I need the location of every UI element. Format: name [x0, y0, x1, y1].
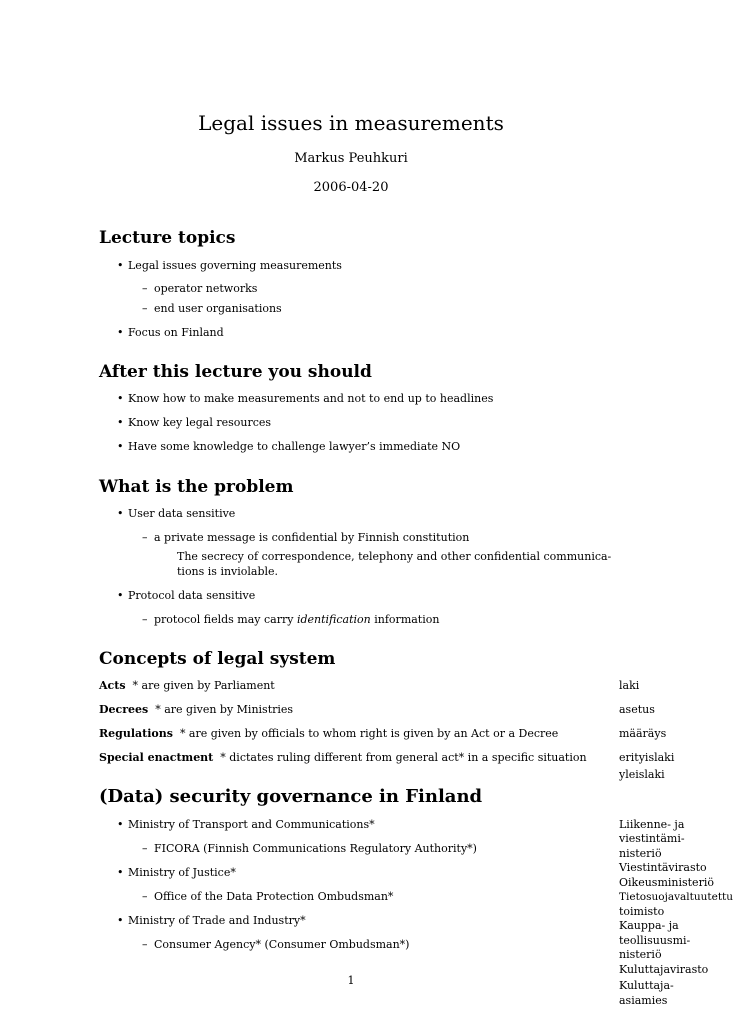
sub-item: – Office of the Data Protection Ombudsman*: [154, 890, 393, 904]
sub-item: – a private message is confidential by Finnish constitution: [154, 531, 469, 545]
margin-note: Kuluttaja-: [619, 979, 674, 992]
bullet-item: • Legal issues governing measurements: [128, 259, 342, 273]
bullet-item: • Have some knowledge to challenge lawyer’s immediate NO: [128, 440, 460, 454]
bullet-item: • Ministry of Justice*: [128, 866, 236, 880]
margin-note: Kuluttajavirasto: [619, 963, 709, 976]
finnish-term: laki: [619, 679, 640, 692]
bullet-item: • Know how to make measurements and not to end up to headlines: [128, 392, 493, 406]
definition-special-enactment: Special enactment * dictates ruling different from general act* in a specific situation: [99, 751, 587, 764]
sub-item: – FICORA (Finnish Communications Regulatory Authority*): [154, 842, 477, 856]
bullet-item: • Ministry of Trade and Industry*: [128, 914, 306, 928]
section-heading-lecture-topics: Lecture topics: [99, 228, 236, 248]
margin-note: toimisto: [619, 905, 665, 918]
sub-item: – end user organisations: [154, 302, 282, 316]
section-heading-governance: (Data) security governance in Finland: [99, 786, 483, 807]
definition-decrees: Decrees * are given by Ministries: [99, 703, 294, 716]
bullet-item: • User data sensitive: [128, 507, 235, 521]
bullet-item: • Focus on Finland: [128, 326, 224, 340]
margin-note: Liikenne- ja: [619, 818, 685, 831]
margin-note: asiamies: [619, 994, 668, 1007]
section-heading-concepts: Concepts of legal system: [99, 649, 336, 669]
emphasis-text: identification: [296, 613, 371, 626]
bullet-item: • Protocol data sensitive: [128, 589, 255, 603]
section-heading-after-lecture: After this lecture you should: [99, 362, 372, 382]
date: 2006-04-20: [313, 180, 389, 195]
section-heading-problem: What is the problem: [99, 477, 294, 497]
page-number: 1: [347, 974, 355, 987]
author: Markus Peuhkuri: [294, 151, 408, 166]
finnish-term: asetus: [619, 703, 655, 716]
margin-note: Oikeusministeriö: [619, 876, 714, 889]
quote-line: The secrecy of correspondence, telephony and other confidential communica-: [177, 550, 612, 563]
margin-note: Tietosuojavaltuutettu: [619, 891, 733, 903]
quote-line: tions is inviolable.: [177, 565, 279, 578]
margin-note: Viestintävirasto: [619, 861, 707, 874]
finnish-term: erityislaki: [619, 751, 675, 764]
margin-note: nisteriö: [619, 948, 662, 961]
bullet-item: • Ministry of Transport and Communications*: [128, 818, 375, 832]
definition-acts: Acts * are given by Parliament: [99, 679, 275, 692]
finnish-term: yleislaki: [619, 768, 665, 781]
definition-regulations: Regulations * are given by officials to whom right is given by an Act or a Decree: [99, 727, 559, 740]
finnish-term: määräys: [619, 727, 667, 740]
document-title: Legal issues in measurements: [198, 111, 504, 135]
sub-item: – protocol fields may carry identification information: [154, 613, 439, 627]
margin-note: teollisuusmi-: [619, 934, 691, 947]
margin-note: Kauppa- ja: [619, 919, 679, 932]
margin-note: viestintämi-: [619, 832, 685, 845]
margin-note: nisteriö: [619, 847, 662, 860]
sub-item: – Consumer Agency* (Consumer Ombudsman*): [154, 938, 409, 952]
bullet-item: • Know key legal resources: [128, 416, 271, 430]
sub-item: – operator networks: [154, 282, 257, 296]
